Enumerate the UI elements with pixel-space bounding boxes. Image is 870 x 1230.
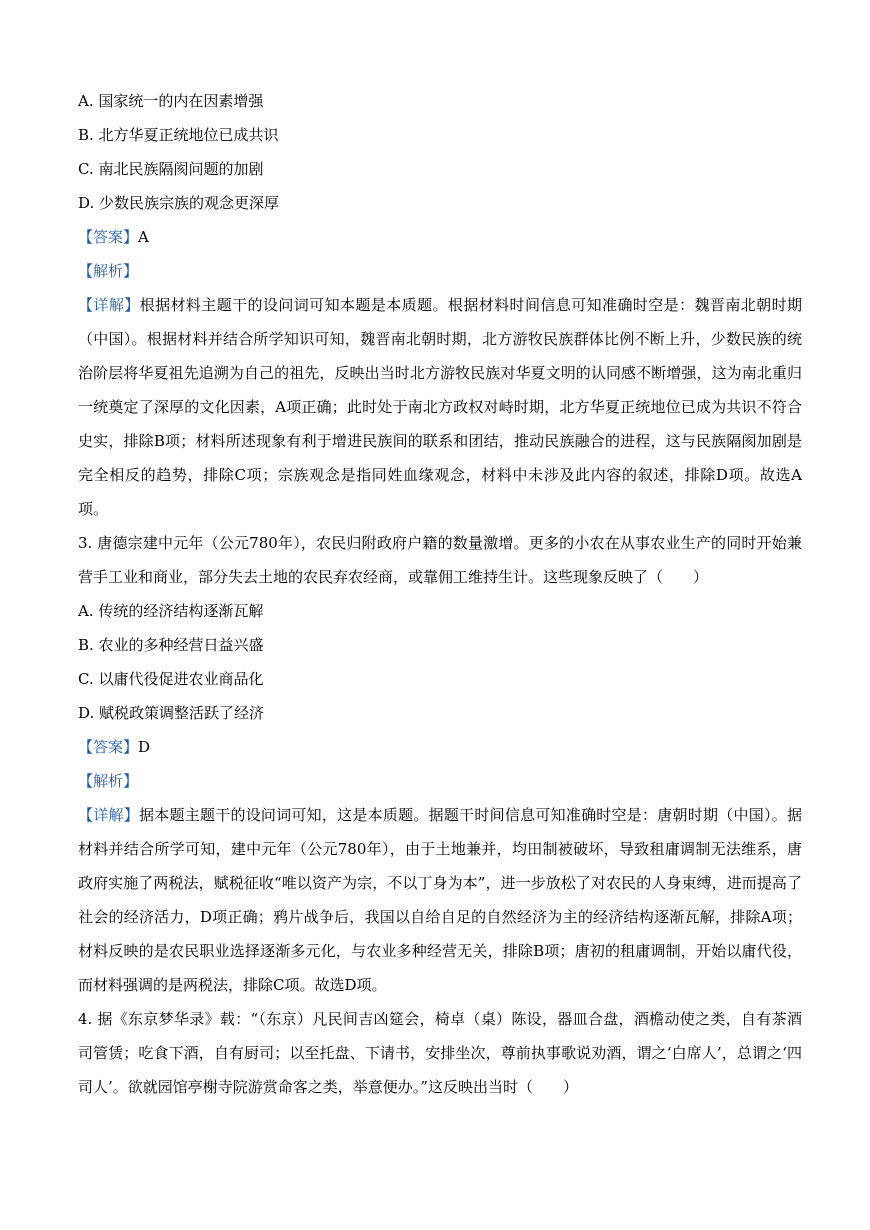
analysis-tag: 【解析】 [78, 772, 139, 790]
answer-value: A [138, 228, 149, 246]
q3-option-d: D. 赋税政策调整活跃了经济 [78, 704, 265, 722]
q2-option-d: D. 少数民族宗族的观念更深厚 [78, 194, 280, 212]
detail-tag: 【详解】 [78, 806, 139, 824]
answer-tag: 【答案】 [78, 228, 139, 246]
question-3-block [78, 526, 802, 1002]
q3-option-a: A. 传统的经济结构逐渐瓦解 [78, 602, 264, 620]
question-2-block [78, 84, 802, 526]
q4-stem: 4. 据《东京梦华录》载：“（东京）凡民间吉凶筵会，椅卓（桌）陈设，器皿合盘，酒檐动使之类，自有茶酒司管赁；吃食下酒，自有厨司；以至托盘、下请书，安排坐次，尊前执事歌说劝酒，谓之‘白席人’，总谓之‘四司人’。欲就园馆亭榭寺院游赏命客之类，举意便办。”这反映出当时（ ） [78, 1010, 802, 1096]
q2-detail [78, 288, 802, 526]
q3-option-b: B. 农业的多种经营日益兴盛 [78, 636, 264, 654]
question-4-block [78, 1002, 802, 1104]
q2-answer [78, 220, 802, 254]
detail-text: 据本题主题干的设问词可知，这是本质题。据题干时间信息可知准确时空是：唐朝时期（中国）。据材料并结合所学可知，建中元年（公元780年），由于土地兼并，均田制被破坏，导致租庸调制无法维系，唐政府实施了两税法，赋税征收“唯以资产为宗，不以丁身为本”，进一步放松了对农民的人身束缚，进而提高了社会的经济活力，D项正确；鸦片战争后，我国以自给自足的自然经济为主的经济结构逐渐瓦解，排除A项；材料反映的是农民职业选择逐渐多元化，与农业多种经营无关，排除B项；唐初的租庸调制，开始以庸代役，而材料强调的是两税法，排除C项。故选D项。 [78, 806, 802, 994]
q2-option-a: A. 国家统一的内在因素增强 [78, 92, 264, 110]
q2-analysis-heading [78, 254, 802, 288]
document-page [78, 84, 802, 1104]
q3-option-c: C. 以庸代役促进农业商品化 [78, 670, 264, 688]
analysis-tag: 【解析】 [78, 262, 139, 280]
detail-text: 根据材料主题干的设问词可知本题是本质题。根据材料时间信息可知准确时空是：魏晋南北朝时期（中国）。根据材料并结合所学知识可知，魏晋南北朝时期，北方游牧民族群体比例不断上升，少数民族的统治阶层将华夏祖先追溯为自己的祖先，反映出当时北方游牧民族对华夏文明的认同感不断增强，这为南北重归一统奠定了深厚的文化因素，A项正确；此时处于南北方政权对峙时期，北方华夏正统地位已成为共识不符合史实，排除B项；材料所述现象有利于增进民族间的联系和团结，推动民族融合的进程，这与民族隔阂加剧是完全相反的趋势，排除C项；宗族观念是指同姓血缘观念，材料中未涉及此内容的叙述，排除D项。故选A项。 [78, 296, 802, 518]
detail-tag: 【详解】 [78, 296, 140, 314]
q3-answer [78, 730, 802, 764]
q2-option-b: B. 北方华夏正统地位已成共识 [78, 126, 279, 144]
q3-stem: 3. 唐德宗建中元年（公元780年），农民归附政府户籍的数量激增。更多的小农在从事农业生产的同时开始兼营手工业和商业，部分失去土地的农民弃农经商，或靠佣工维持生计。这些现象反映了（ ） [78, 534, 802, 586]
q3-analysis-heading [78, 764, 802, 798]
q3-detail [78, 798, 802, 1002]
answer-tag: 【答案】 [78, 738, 139, 756]
answer-value: D [138, 738, 151, 756]
q2-option-c: C. 南北民族隔阂问题的加剧 [78, 160, 264, 178]
